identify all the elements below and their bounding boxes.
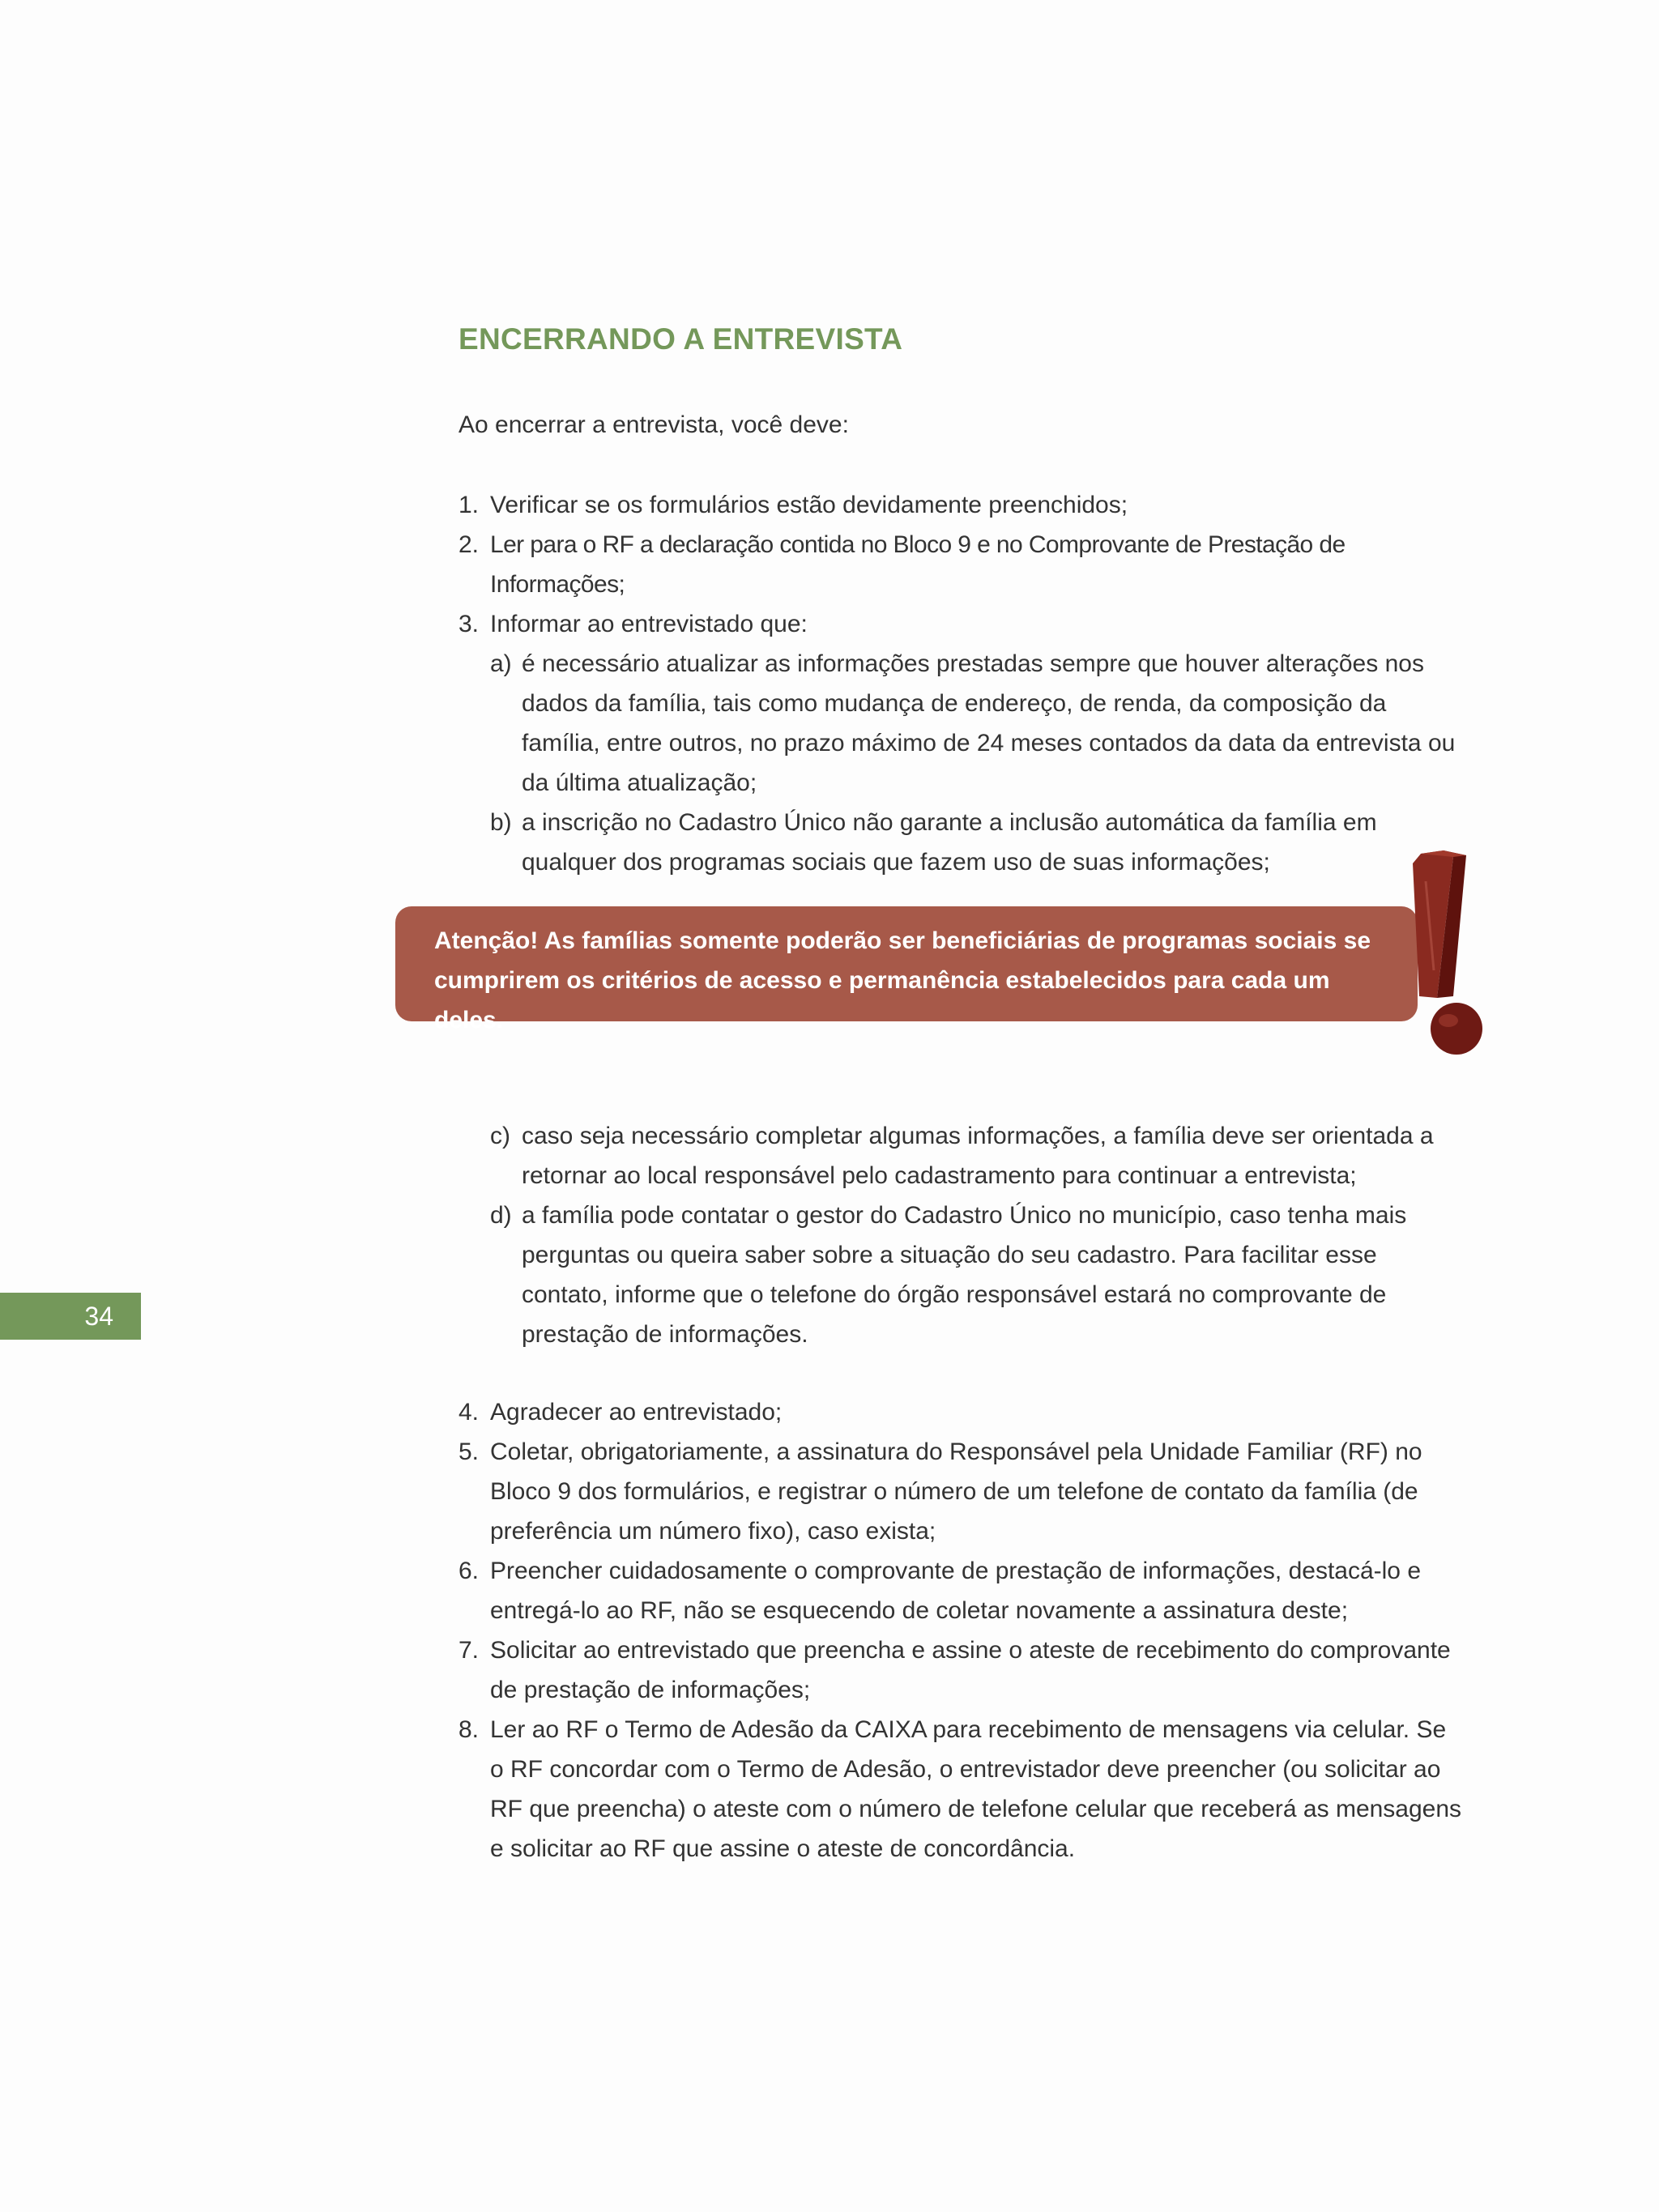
section-title: ENCERRANDO A ENTREVISTA — [458, 322, 903, 356]
sub-list-item-text: é necessário atualizar as informações prestadas sempre que houver alterações nos dados da família, tais como mudança de endereço, de renda, da composição da família, entre outros, no prazo máximo de 24 meses contados da data da entrevista ou da última atualização; — [522, 650, 1456, 796]
list-item — [458, 525, 1463, 604]
list-item — [458, 1392, 1463, 1432]
list-item-text: Solicitar ao entrevistado que preencha e assine o ateste de recebimento do comprovante de prestação de informações; — [490, 1637, 1451, 1703]
list-marker: 6. — [458, 1558, 480, 1584]
sub-list-bottom — [490, 1116, 1463, 1354]
sub-list-item-text: a família pode contatar o gestor do Cadastro Único no município, caso tenha mais perguntas ou queira saber sobre a situação do seu cadastro. Para facilitar esse contato, informe que o telefone do órgão responsável estará no comprovante de prestação de informações. — [522, 1202, 1407, 1348]
list-item-text: Preencher cuidadosamente o comprovante de prestação de informações, destacá-lo e entregá-lo ao RF, não se esquecendo de coletar novamente a assinatura deste; — [490, 1558, 1422, 1624]
page-number: 34 — [0, 1293, 141, 1340]
list-marker: 4. — [458, 1399, 480, 1426]
list-item — [458, 1551, 1463, 1630]
sub-list-top — [490, 644, 1463, 882]
callout-text: Atenção! As famílias somente poderão ser beneficiárias de programas sociais se cumprirem os critérios de acesso e permanência estabelecidos para cada um deles. — [434, 927, 1371, 1034]
sub-list-marker: b) — [490, 809, 512, 836]
list-marker: 7. — [458, 1637, 480, 1664]
sub-list-marker: d) — [490, 1202, 512, 1229]
steps-list-bottom — [458, 1392, 1463, 1869]
sub-list-item — [490, 1196, 1463, 1354]
sub-list-item-text: a inscrição no Cadastro Único não garante a inclusão automática da família em qualquer dos programas sociais que fazem uso de suas informações; — [522, 809, 1377, 876]
list-item — [458, 1710, 1463, 1869]
list-item-text: Agradecer ao entrevistado; — [490, 1399, 783, 1426]
list-item — [458, 1432, 1463, 1551]
list-item — [458, 1630, 1463, 1710]
list-marker: 2. — [458, 531, 480, 558]
list-item-text: Ler ao RF o Termo de Adesão da CAIXA para recebimento de mensagens via celular. Se o RF concordar com o Termo de Adesão, o entrevistador deve preencher (ou solicitar ao RF que preencha) o ateste com o número de telefone celular que receberá as mensagens e solicitar ao RF que assine o ateste de concordância. — [490, 1716, 1462, 1862]
list-item — [458, 485, 1463, 525]
list-item-text: Informar ao entrevistado que: — [490, 611, 808, 637]
attention-callout — [395, 906, 1418, 1034]
list-item — [458, 604, 1463, 882]
sub-list-item — [490, 803, 1463, 882]
sub-list-marker: c) — [490, 1123, 510, 1149]
list-item-text: Ler para o RF a declaração contida no Bloco 9 e no Comprovante de Prestação de Informações; — [490, 531, 1346, 598]
steps-list-top — [458, 485, 1463, 882]
list-marker: 8. — [458, 1716, 480, 1743]
list-marker: 1. — [458, 492, 480, 518]
list-item-text: Verificar se os formulários estão devidamente preenchidos; — [490, 492, 1128, 518]
sub-list-item — [490, 644, 1463, 803]
intro-paragraph: Ao encerrar a entrevista, você deve: — [458, 411, 849, 438]
exclamation-icon — [1398, 849, 1487, 1056]
list-marker: 3. — [458, 611, 480, 637]
list-marker: 5. — [458, 1438, 480, 1465]
sub-list-item-text: caso seja necessário completar algumas informações, a família deve ser orientada a retornar ao local responsável pelo cadastramento para continuar a entrevista; — [522, 1123, 1434, 1189]
list-item-text: Coletar, obrigatoriamente, a assinatura do Responsável pela Unidade Familiar (RF) no Bloco 9 dos formulários, e registrar o número de um telefone de contato da família (de preferência um número fixo), caso exista; — [490, 1438, 1422, 1545]
sub-list-marker: a) — [490, 650, 512, 677]
sub-list-item — [490, 1116, 1463, 1196]
